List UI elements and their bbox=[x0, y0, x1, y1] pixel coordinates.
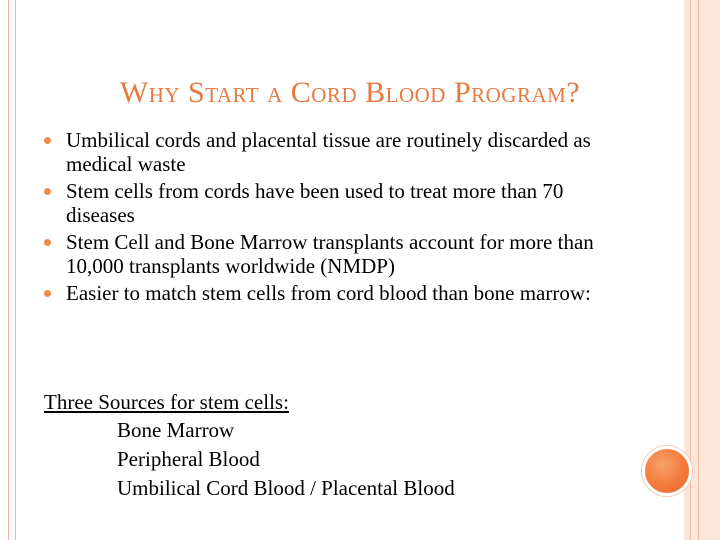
sources-heading: Three Sources for stem cells: bbox=[44, 390, 289, 414]
bullet-dot-icon bbox=[44, 290, 51, 297]
bullet-dot-icon bbox=[44, 239, 51, 246]
bullet-item bbox=[44, 179, 624, 227]
bullet-text: Stem Cell and Bone Marrow transplants account for more than 10,000 transplants worldwide (NMDP) bbox=[66, 230, 594, 278]
bullet-text: Stem cells from cords have been used to treat more than 70 diseases bbox=[66, 179, 564, 227]
bullet-dot-icon bbox=[44, 188, 51, 195]
right-band-line bbox=[690, 0, 691, 540]
bullet-item bbox=[44, 230, 624, 278]
bullet-item bbox=[44, 281, 624, 305]
bullet-item bbox=[44, 128, 624, 176]
bullet-text: Easier to match stem cells from cord blood than bone marrow: bbox=[66, 281, 591, 305]
left-frame-lines bbox=[8, 0, 16, 540]
stem-cell-sources bbox=[44, 388, 644, 503]
decorative-circle-icon bbox=[642, 446, 692, 496]
right-band-line bbox=[698, 0, 699, 540]
bullet-list bbox=[44, 128, 624, 308]
source-item: Bone Marrow bbox=[117, 418, 235, 442]
bullet-text: Umbilical cords and placental tissue are routinely discarded as medical waste bbox=[66, 128, 591, 176]
bullet-dot-icon bbox=[44, 137, 51, 144]
slide-title: Why Start a Cord Blood Program? bbox=[119, 76, 581, 109]
source-item: Umbilical Cord Blood / Placental Blood bbox=[117, 476, 455, 500]
source-item: Peripheral Blood bbox=[117, 447, 260, 471]
